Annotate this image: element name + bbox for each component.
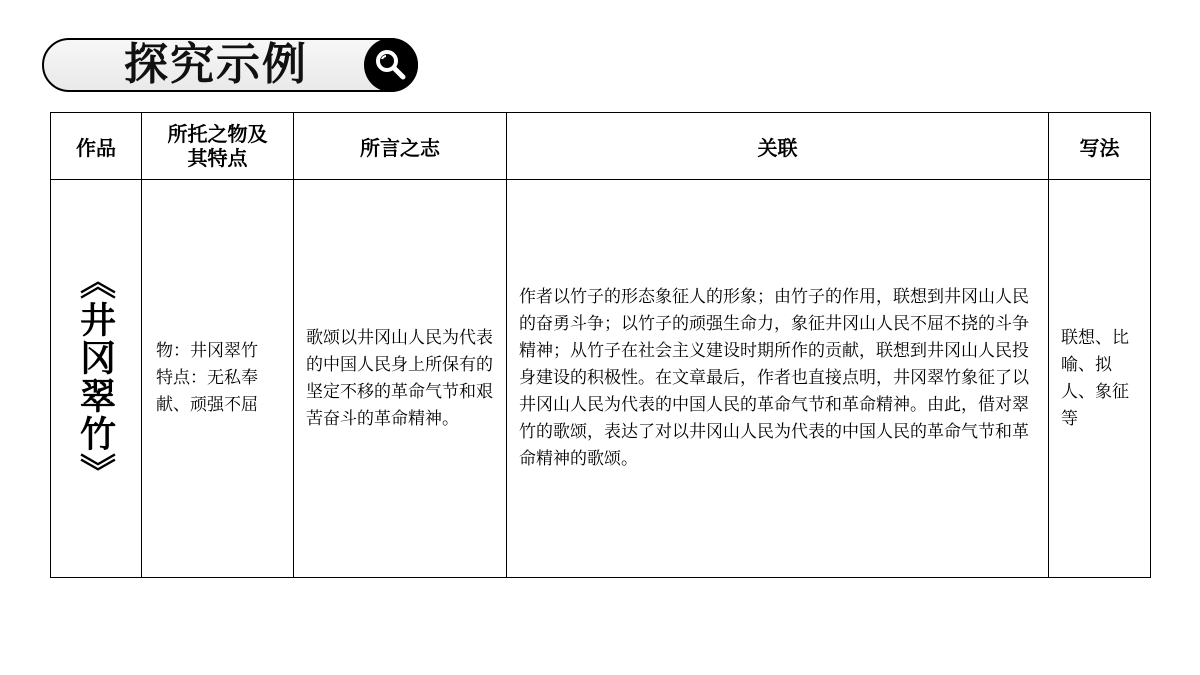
cell-method (1049, 180, 1151, 578)
cell-aspiration (294, 180, 507, 578)
section-title-banner (42, 38, 418, 92)
header-aspiration: 所言之志 (294, 113, 507, 180)
section-title: 探究示例 (124, 39, 308, 90)
cell-object (142, 180, 294, 578)
object-traits: 特点：无私奉献、顽强不屈 (156, 368, 258, 415)
header-work: 作品 (51, 113, 142, 180)
cell-relation (507, 180, 1049, 578)
header-object (142, 113, 294, 180)
method-text: 联想、比喻、拟人、象征等 (1061, 327, 1129, 429)
work-title: 《井冈翠竹》 (74, 262, 117, 491)
object-name: 物：井冈翠竹 (156, 341, 258, 361)
search-button[interactable] (364, 38, 418, 92)
table-header-row (51, 113, 1151, 180)
header-relation: 关联 (507, 113, 1049, 180)
table-row (51, 180, 1151, 578)
search-icon (373, 47, 409, 83)
cell-work (51, 180, 142, 578)
analysis-table (50, 112, 1151, 578)
aspiration-text: 歌颂以井冈山人民为代表的中国人民身上所保有的坚定不移的革命气节和艰苦奋斗的革命精神。 (306, 327, 493, 429)
relation-text: 作者以竹子的形态象征人的形象；由竹子的作用，联想到井冈山人民的奋勇斗争；以竹子的顽强生命力，象征井冈山人民不屈不挠的斗争精神；从竹子在社会主义建设时期所作的贡献，联想到井冈山人民投身建设的积极性。在文章最后，作者也直接点明，井冈翠竹象征了以井冈山人民为代表的中国人民的革命气节和革命精神。由此，借对翠竹的歌颂，表达了对以井冈山人民为代表的中国人民的革命气节和革命精神的歌颂。 (519, 287, 1029, 469)
header-object-line2: 其特点 (187, 146, 248, 170)
header-method: 写法 (1049, 113, 1151, 180)
header-object-line1: 所托之物及 (167, 122, 268, 146)
